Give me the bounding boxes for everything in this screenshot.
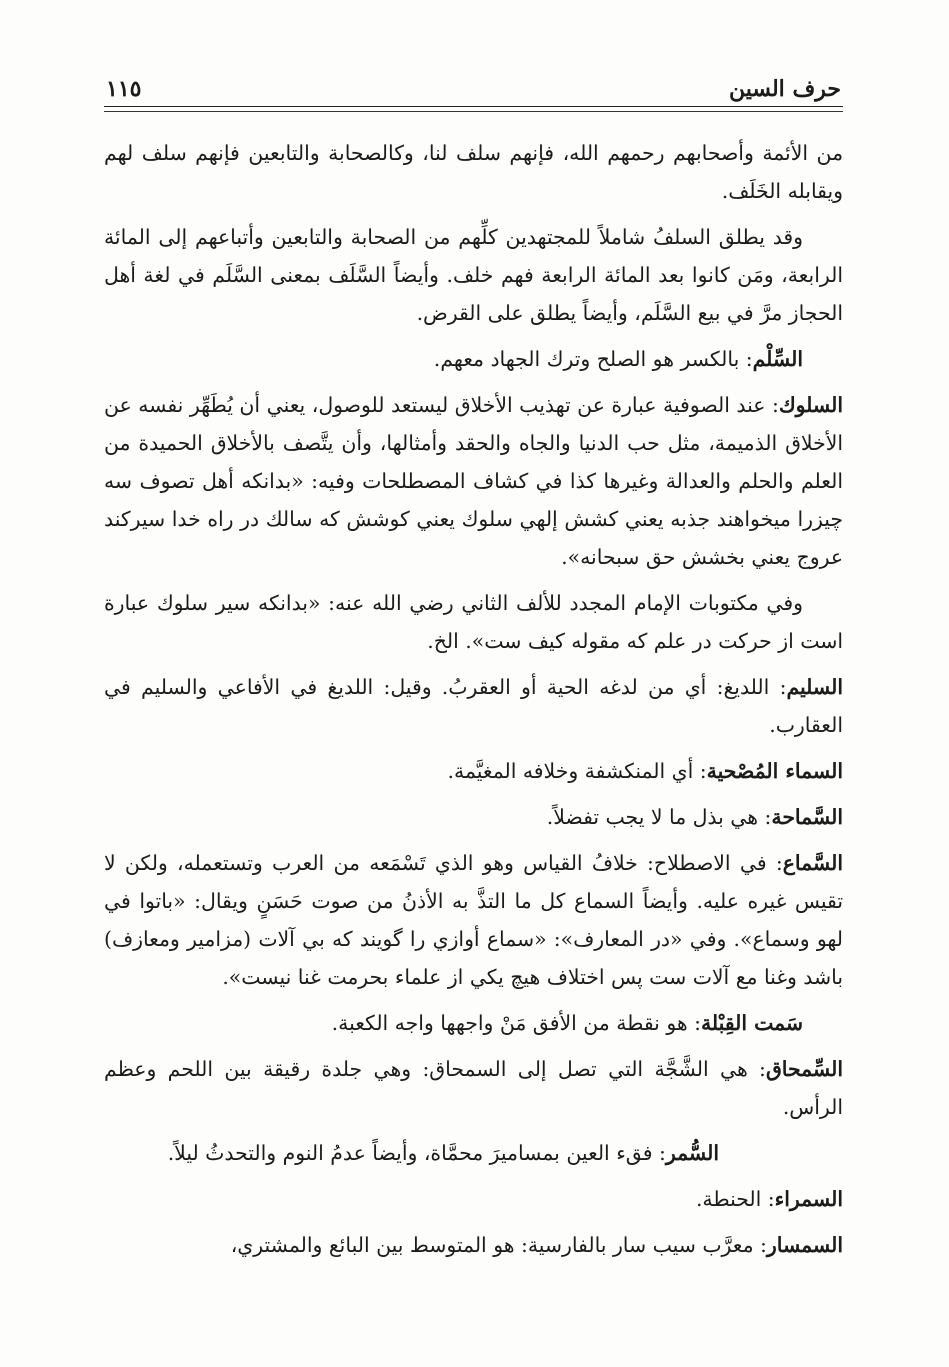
running-header: [104, 66, 843, 106]
entry-definition: : عند الصوفية عبارة عن تهذيب الأخلاق ليستعد للوصول، يعني أن يُطَهِّر نفسه عن الأخلاق الذميمة، مثل حب الدنيا والجاه والحقد وأمثالها، وأن يتَّصف بالأخلاق الحميدة من العلم والحلم والعدالة وغيرها كذا في كشاف المصطلحات وفيه: «بدانكه أهل تصوف سه چيزرا ميخواهند جذبه يعني كشش إلهي سلوك يعني كوشش كه سالك در راه خدا سيركند عروج يعني بخشش حق سبحانه».: [104, 393, 843, 569]
entry-term: السَّماحة: [771, 805, 843, 829]
header-rule-thin: [104, 111, 843, 112]
page-body: [104, 134, 843, 1264]
entry-term: السَّماع: [782, 851, 843, 875]
entry-definition: : معرَّب سيب سار بالفارسية: هو المتوسط بين البائع والمشتري،: [230, 1233, 767, 1257]
entry-term: سَمت القِبْلة: [700, 1011, 803, 1035]
entry-definition: : بالكسر هو الصلح وترك الجهاد معهم.: [433, 347, 753, 371]
entry-simhaq: [104, 1050, 843, 1126]
paragraph-text: وفي مكتوبات الإمام المجدد للألف الثاني رضي الله عنه: «بدانكه سير سلوك عبارة است از حركت در علم كه مقوله كيف ست». الخ.: [104, 591, 843, 653]
entry-samt-qibla: [104, 1004, 843, 1042]
paragraph-continuation: [104, 134, 843, 210]
entry-definition: : هي الشَّجَّة التي تصل إلى السمحاق: وهي جلدة رقيقة بين اللحم وعظم الرأس.: [104, 1057, 843, 1119]
page-number: ١١٥: [106, 76, 142, 102]
entry-samra: [104, 1180, 843, 1218]
entry-definition: : هي بذل ما لا يجب تفضلاً.: [546, 805, 772, 829]
entry-term: السماء المُصْحية: [706, 759, 843, 783]
paragraph-salaf-general: [104, 218, 843, 332]
entry-definition: : اللديغ: أي من لدغه الحية أو العقربُ. وقيل: اللديغ في الأفاعي والسليم في العقارب.: [104, 675, 843, 737]
book-page: [104, 66, 843, 1337]
entry-sama-mushiya: [104, 752, 843, 790]
entry-definition: : في الاصطلاح: خلافُ القياس وهو الذي تَسْمَعه من العرب وتستعمله، ولكن لا تقيس غيره عليه. وأيضاً السماع كل ما التذَّ به الأذنُ من صوت حَسَنٍ ويقال: «باتوا في لهو وسماع». وفي «در المعارف»: «سماع أوازي را گويند كه بي آلات (مزامير ومعازف) باشد وغنا مع آلات ست پس اختلاف هيچ يكي از علماء بحرمت غنا نيست».: [104, 851, 843, 989]
entry-definition: : فقء العين بمساميرَ محمَّاة، وأيضاً عدمُ النوم والتحدثُ ليلاً.: [167, 1141, 666, 1165]
entry-salim: [104, 668, 843, 744]
entry-samaha: [104, 798, 843, 836]
paragraph-maktubat: [104, 584, 843, 660]
entry-term: السمراء: [774, 1187, 843, 1211]
paragraph-text: وقد يطلق السلفُ شاملاً للمجتهدين كلِّهم من الصحابة والتابعين وأتباعهم إلى المائة الرابعة، ومَن كانوا بعد المائة الرابعة فهم خلف. وأيضاً السَّلَف بمعنى السَّلَم في لغة أهل الحجاز مرَّ في بيع السَّلَم، وأيضاً يطلق على القرض.: [104, 225, 843, 325]
paragraph-text: من الأئمة وأصحابهم رحمهم الله، فإنهم سلف لنا، وكالصحابة والتابعين فإنهم سلف لهم ويقابله الخَلَف.: [104, 141, 843, 203]
entry-term: السليم: [786, 675, 843, 699]
entry-term: السِّلْم: [752, 347, 803, 371]
entry-summur: [104, 1134, 843, 1172]
header-rule: [104, 106, 843, 107]
entry-suluk: [104, 386, 843, 576]
entry-simsar: [104, 1226, 843, 1264]
entry-definition: : أي المنكشفة وخلافه المغيَّمة.: [447, 759, 707, 783]
entry-term: السمسار: [766, 1233, 843, 1257]
entry-silm: [104, 340, 843, 378]
entry-definition: : هو نقطة من الأفق مَنْ واجهها واجه الكعبة.: [331, 1011, 701, 1035]
entry-term: السُّمر: [665, 1141, 719, 1165]
entry-term: السلوك: [778, 393, 843, 417]
entry-sama: [104, 844, 843, 996]
entry-definition: : الحنطة.: [695, 1187, 775, 1211]
entry-term: السِّمحاق: [765, 1057, 843, 1081]
running-title: حرف السين: [728, 76, 841, 102]
